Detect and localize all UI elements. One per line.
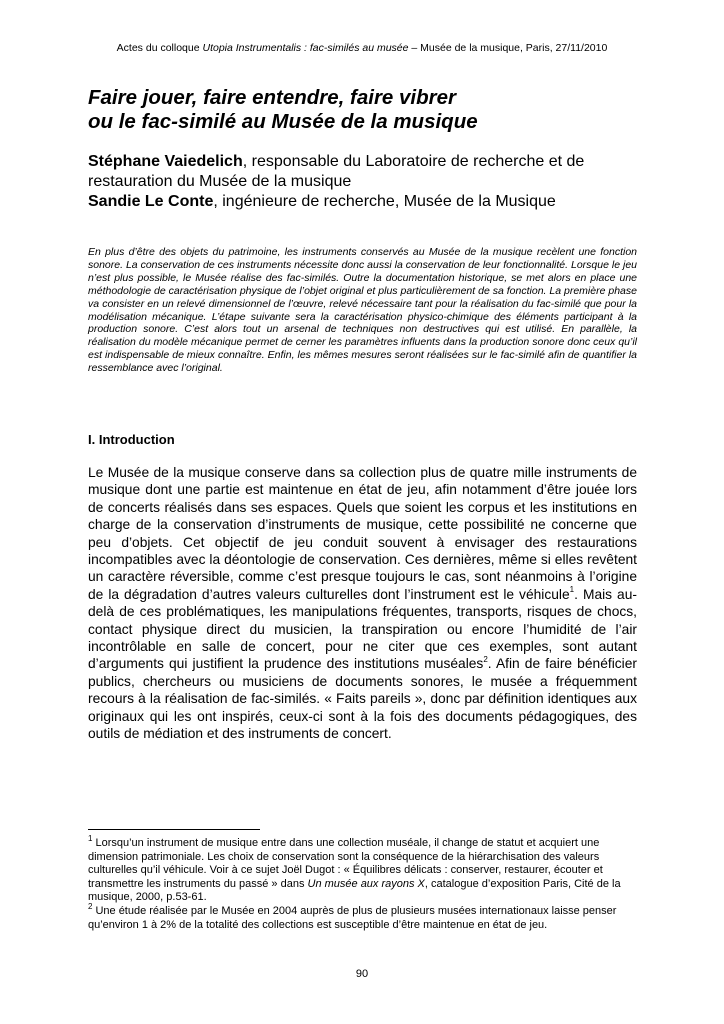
header-prefix: Actes du colloque <box>116 42 203 54</box>
author-block <box>88 152 648 212</box>
author-1 <box>88 152 648 192</box>
introduction-paragraph <box>88 464 637 743</box>
footnote-ref-1[interactable]: 1 <box>569 585 575 595</box>
paragraph-part-3: . Afin de faire bénéficier publics, chercheurs ou musiciens de documents sonores, le musée a fréquemment recours à la réalisation de fac-similés. « Faits pareils », donc par définition identiques aux originaux qui les ont inspirés, ceux-ci sont à la fois des documents pédagogiques, des outils de médiation et des instruments de concert. <box>88 656 637 742</box>
footnote-separator <box>88 829 260 830</box>
author-1-name: Stéphane Vaiedelich <box>88 153 243 170</box>
footnote-1-text-end: , catalogue d’exposition Paris, Cité de la musique, 2000, p.53-61. <box>88 877 621 904</box>
footnote-1 <box>88 834 638 905</box>
running-header <box>0 42 724 55</box>
title-line-1: Faire jouer, faire entendre, faire vibrer <box>88 86 457 109</box>
author-2 <box>88 192 648 212</box>
title-line-2: ou le fac-similé au Musée de la musique <box>88 110 478 133</box>
paper-title <box>88 86 648 134</box>
paragraph-part-2: . Mais au-delà de ces problématiques, les manipulations fréquentes, transports, risques de chocs, contact physique direct du musicien, la transpiration ou encore l’humidité de l’air incontrôlable en salle de concert, pour ne citer que ces exemples, sont autant d’arguments qui justifient la prudence des institutions muséales <box>88 586 638 672</box>
footnote-2-text: Une étude réalisée par le Musée en 2004 auprès de plus de plusieurs musées internationaux laisse penser qu’environ 1 à 2% de la totalité des collections est susceptible d’être maintenue en état de jeu. <box>88 904 617 931</box>
section-heading: I. Introduction <box>88 432 175 447</box>
footnote-1-mark: 1 <box>88 834 93 844</box>
footnote-1-italic: Un musée aux rayons X <box>307 877 425 890</box>
page-number: 90 <box>355 968 369 980</box>
header-conference-title: Utopia Instrumentalis : fac-similés au musée <box>202 42 409 54</box>
header-suffix: – Musée de la musique, Paris, 27/11/2010 <box>408 42 608 54</box>
paragraph-part-1: Le Musée de la musique conserve dans sa collection plus de quatre mille instruments de musique dont une partie est maintenue en état de jeu, afin notamment d’être jouée lors de concerts réalisés dans ses espaces. Quels que soient les corpus et les institutions en charge de la conservation d’instruments de musique, cette possibilité ne concerne que peu d’objets. Cet objectif de jeu conduit souvent à envisager des restaurations incompatibles avec la déontologie de conservation. Ces dernières, même si elles revêtent un caractère réversible, comme c’est presque toujours le cas, sont néanmoins à l’origine de la dégradation d’autres valeurs culturelles dont l’instrument est le véhicule <box>88 465 637 602</box>
footnote-1-text: Lorsqu’un instrument de musique entre dans une collection muséale, il change de statut et acquiert une dimension patrimoniale. Les choix de conservation sont la conséquence de la hiérarchisation des valeurs culturelles qu’il véhicule. Voir à ce sujet Joël Dugot : « Équilibres délicats : conserver, restaurer, écouter et transmettre les instruments du passé » dans <box>88 837 603 890</box>
author-2-name: Sandie Le Conte <box>88 193 214 210</box>
footnote-ref-2[interactable]: 2 <box>483 654 488 664</box>
author-1-affiliation: , responsable du Laboratoire de recherche et de restauration du Musée de la musique <box>88 153 585 190</box>
footnote-2-mark: 2 <box>88 902 93 912</box>
footnote-2 <box>88 902 638 932</box>
author-2-affiliation: , ingénieure de recherche, Musée de la Musique <box>213 193 556 210</box>
abstract: En plus d’être des objets du patrimoine, les instruments conservés au Musée de la musique recèlent une fonction sonore. La conservation de ces instruments nécessite donc aussi la conservation de leur fonctionnalité. Lorsque le jeu n’est plus possible, le Musée réalise des fac-similés. Outre la documentation historique, se met alors en place une méthodologie de caractérisation physique de l’objet original et plus particulièrement de sa fonction. La première phase va consister en un relevé dimensionnel de l’œuvre, relevé nécessaire tant pour la réalisation du fac-similé que pour la modélisation mécanique. L’étape suivante sera la caractérisation physico-chimique des éléments participant à la production sonore. C’est alors tout un arsenal de techniques non destructives qui est utilisé. En parallèle, la réalisation du modèle mécanique permet de cerner les paramètres influents dans la production sonore donc ceux qu’il est indispensable de mieux connaître. Enfin, les mêmes mesures seront réalisées sur le fac-similé afin de quantifier la ressemblance avec l’original. <box>88 246 637 375</box>
footnotes <box>88 834 638 932</box>
